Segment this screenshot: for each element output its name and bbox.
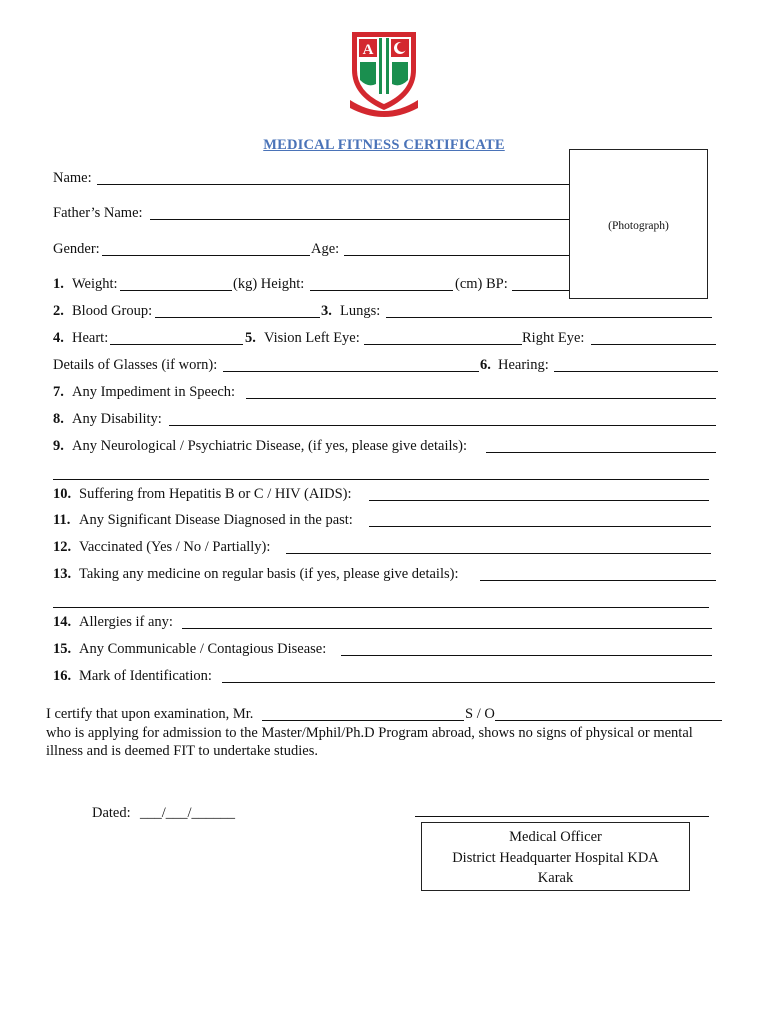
neurological-label: Any Neurological / Psychiatric Disease, (if yes, please give details): (72, 438, 468, 454)
item-number-5: 5. (245, 330, 256, 346)
identification-field[interactable] (222, 682, 715, 683)
bp-field[interactable] (512, 290, 569, 291)
speech-field[interactable] (246, 398, 716, 399)
blood-group-label: Blood Group: (72, 303, 153, 319)
significant-disease-label: Any Significant Disease Diagnosed in the past: (79, 512, 353, 528)
neurological-details-field[interactable] (53, 479, 709, 480)
item-number-10: 10. (53, 486, 72, 502)
item-number-13: 13. (53, 566, 72, 582)
father-name-label: Father’s Name: (53, 205, 143, 221)
item-number-11: 11. (53, 512, 71, 528)
hearing-field[interactable] (554, 371, 718, 372)
item-number-1: 1. (53, 276, 64, 292)
gender-field[interactable] (102, 255, 310, 256)
svg-text:A: A (362, 42, 374, 58)
heart-field[interactable] (110, 344, 243, 345)
hepatitis-label: Suffering from Hepatitis B or C / HIV (AIDS): (79, 486, 352, 502)
height-label: (kg) Height: (233, 276, 305, 292)
bp-label: (cm) BP: (455, 276, 508, 292)
disability-label: Any Disability: (72, 411, 162, 427)
school-crest-logo (346, 26, 422, 118)
allergies-label: Allergies if any: (79, 614, 173, 630)
significant-disease-field[interactable] (369, 526, 711, 527)
vision-left-eye-label: Vision Left Eye: (264, 330, 360, 346)
certify-name-field[interactable] (262, 720, 464, 721)
weight-label: Weight: (72, 276, 118, 292)
photograph-label: (Photograph) (608, 220, 669, 232)
item-number-6: 6. (480, 357, 491, 373)
medicine-details-field[interactable] (53, 607, 709, 608)
officer-location: Karak (537, 870, 574, 886)
neurological-field[interactable] (486, 452, 716, 453)
dated-label: Dated: (92, 805, 131, 821)
speech-label: Any Impediment in Speech: (72, 384, 236, 400)
certify-text-start: I certify that upon examination, Mr. (46, 706, 254, 722)
blood-group-field[interactable] (155, 317, 320, 318)
age-field[interactable] (344, 255, 569, 256)
item-number-16: 16. (53, 668, 72, 684)
item-number-3: 3. (321, 303, 332, 319)
certify-text-line3: illness and is deemed FIT to undertake studies. (46, 743, 318, 759)
name-field[interactable] (97, 184, 569, 185)
medicine-label: Taking any medicine on regular basis (if yes, please give details): (79, 566, 459, 582)
officer-title: Medical Officer (509, 829, 602, 845)
height-field[interactable] (310, 290, 453, 291)
right-eye-field[interactable] (591, 344, 716, 345)
certify-text-line2: who is applying for admission to the Master/Mphil/Ph.D Program abroad, shows no signs of physical or mental (46, 725, 693, 741)
lungs-label: Lungs: (340, 303, 381, 319)
vaccinated-field[interactable] (286, 553, 711, 554)
item-number-2: 2. (53, 303, 64, 319)
heart-label: Heart: (72, 330, 109, 346)
age-label: Age: (311, 241, 340, 257)
item-number-9: 9. (53, 438, 64, 454)
identification-label: Mark of Identification: (79, 668, 212, 684)
right-eye-label: Right Eye: (522, 330, 585, 346)
photograph-box[interactable] (569, 149, 708, 299)
medicine-field[interactable] (480, 580, 716, 581)
gender-label: Gender: (53, 241, 100, 257)
item-number-14: 14. (53, 614, 72, 630)
item-number-8: 8. (53, 411, 64, 427)
item-number-15: 15. (53, 641, 72, 657)
allergies-field[interactable] (182, 628, 712, 629)
weight-field[interactable] (120, 290, 232, 291)
certify-father-field[interactable] (495, 720, 722, 721)
officer-hospital: District Headquarter Hospital KDA (452, 849, 659, 866)
item-number-4: 4. (53, 330, 64, 346)
communicable-label: Any Communicable / Contagious Disease: (79, 641, 327, 657)
hearing-label: Hearing: (498, 357, 549, 373)
vaccinated-label: Vaccinated (Yes / No / Partially): (79, 539, 271, 555)
certificate-title: MEDICAL FITNESS CERTIFICATE (263, 137, 505, 153)
father-name-field[interactable] (150, 219, 569, 220)
disability-field[interactable] (169, 425, 716, 426)
glasses-label: Details of Glasses (if worn): (53, 357, 218, 373)
lungs-field[interactable] (386, 317, 712, 318)
item-number-7: 7. (53, 384, 64, 400)
vision-left-eye-field[interactable] (364, 344, 522, 345)
communicable-field[interactable] (341, 655, 712, 656)
name-label: Name: (53, 170, 92, 186)
hepatitis-field[interactable] (369, 500, 709, 501)
signature-line[interactable] (415, 816, 709, 817)
glasses-field[interactable] (223, 371, 479, 372)
item-number-12: 12. (53, 539, 72, 555)
dated-field[interactable]: ___/___/______ (140, 805, 236, 821)
medical-officer-box (421, 822, 690, 891)
certify-so-label: S / O (465, 706, 495, 722)
